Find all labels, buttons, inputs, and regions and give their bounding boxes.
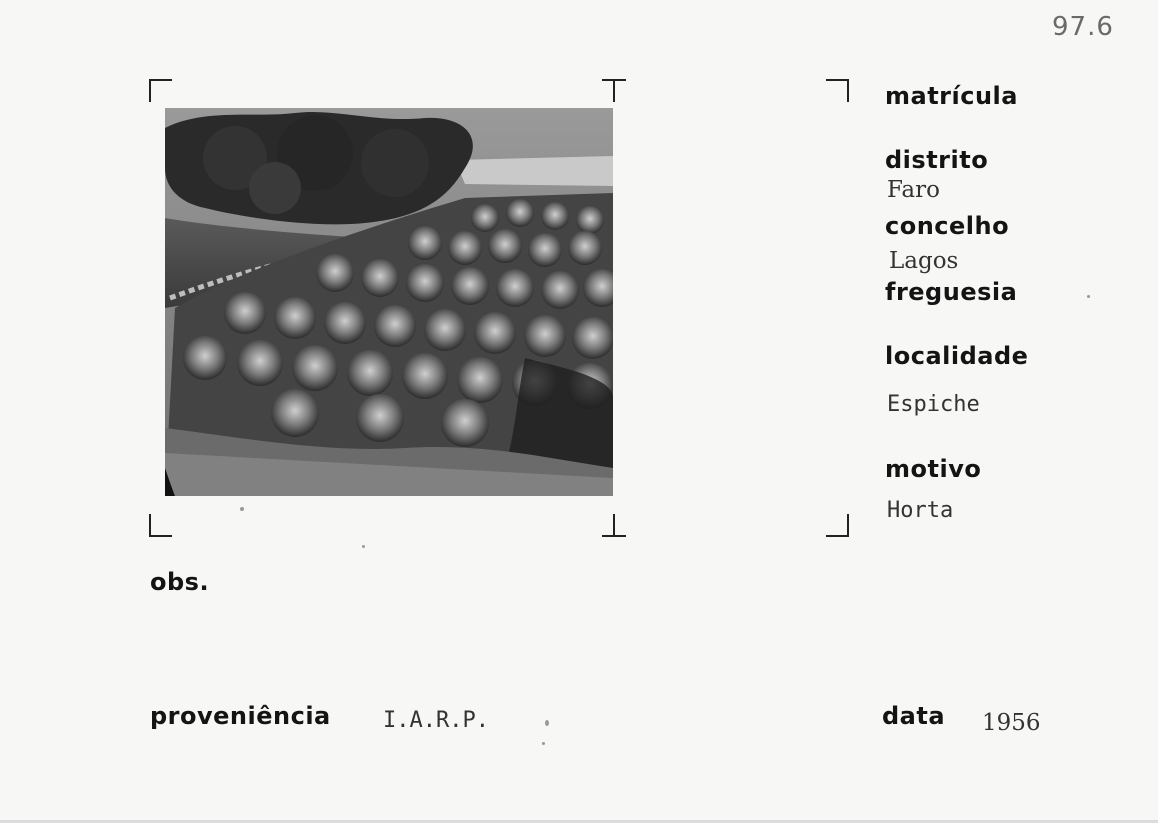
concelho-value: Lagos [889,248,959,274]
motivo-value: Horta [887,498,954,523]
paper-speck [362,545,365,548]
distrito-label: distrito [885,146,989,174]
corner-mark-top-left [148,78,172,102]
concelho-label: concelho [885,212,1010,240]
photograph-cabbage-garden [165,108,613,496]
freguesia-label: freguesia [885,278,1018,306]
paper-speck [542,742,545,745]
paper-speck [545,720,549,726]
data-value: 1956 [982,710,1041,736]
proveniencia-label: proveniência [150,702,331,730]
corner-mark-bottom-left [148,514,172,538]
corner-mark-bottom-mid [602,514,626,538]
data-label: data [882,702,946,730]
paper-speck [240,507,244,511]
photo-image [165,108,613,496]
motivo-label: motivo [885,455,982,483]
localidade-label: localidade [885,342,1029,370]
reference-number: 97.6 [1052,12,1114,42]
corner-mark-bottom-right [826,514,850,538]
corner-mark-top-right [826,78,850,102]
corner-mark-top-mid [602,78,626,102]
proveniencia-value: I.A.R.P. [383,708,489,733]
paper-speck [1087,295,1090,298]
distrito-value: Faro [887,177,940,203]
matricula-label: matrícula [885,82,1018,110]
localidade-value: Espiche [887,392,980,417]
obs-label: obs. [150,568,210,596]
